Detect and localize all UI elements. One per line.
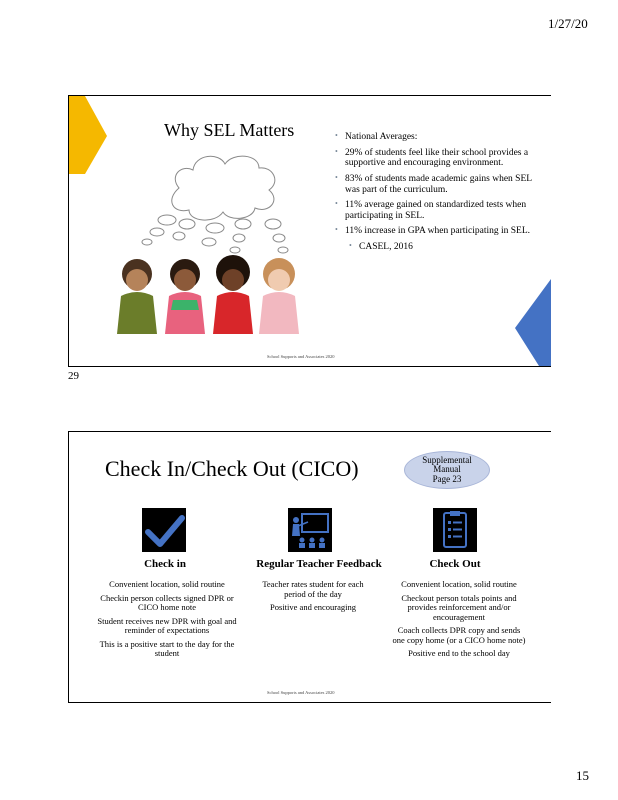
supplemental-manual-badge (404, 451, 490, 489)
list-item: Checkout person totals points and provides reinforcement and/or encouragement (401, 592, 517, 622)
teacher-feedback-heading: Regular Teacher Feedback (256, 558, 382, 570)
badge-line: Page 23 (432, 473, 462, 484)
list-item: This is a positive start to the day for the student (99, 638, 235, 659)
bullet-item: • 29% of students feel like their school provides a supportive and encouraging environment. (335, 146, 529, 169)
thought-cloud-icon (142, 156, 288, 253)
list-item: Positive end to the school day (408, 648, 510, 659)
slide-check-in-check-out (68, 431, 551, 703)
teacher-board-icon (288, 508, 332, 552)
bullet-item: • 11% average gained on standardized tests when participating in SEL. (335, 199, 527, 221)
check-out-heading: Check Out (429, 558, 481, 570)
slide-number: 29 (68, 370, 79, 382)
checkmark-icon (142, 508, 186, 552)
list-item: Coach collects DPR copy and sends one copy home (or a CICO home note) (392, 625, 526, 645)
list-item: Checkin person collects signed DPR or CICO home note (100, 592, 234, 613)
list-item: Convenient location, solid routine (401, 579, 517, 589)
thinking-kids-image (117, 255, 299, 334)
handout-date: 1/27/20 (548, 16, 588, 31)
bullet-item: • 83% of students made academic gains when SEL was part of the curriculum. (335, 172, 532, 195)
list-item: Positive and encouraging (270, 602, 356, 613)
bullet-item: • National Averages: (335, 131, 418, 142)
slide-title: Why SEL Matters (164, 120, 295, 140)
list-item: Student receives new DPR with goal and reminder of expectations (97, 615, 237, 636)
slide-title: Check In/Check Out (CICO) (105, 456, 359, 481)
page-number: 15 (576, 768, 589, 783)
check-out-details (391, 580, 527, 663)
list-item: Teacher rates student for each period of the day (262, 579, 364, 599)
teacher-feedback-details (253, 580, 373, 617)
sub-bullet-citation: • CASEL, 2016 (349, 241, 413, 252)
slide-footer: School Supports and Associates 2020 (267, 354, 335, 359)
slide-footer: School Supports and Associates 2020 (267, 690, 335, 695)
slide-why-sel-matters (68, 95, 551, 367)
bullet-list (335, 132, 535, 258)
badge-line: Manual (433, 464, 461, 475)
check-in-details (97, 580, 237, 663)
bullet-item: • 11% increase in GPA when participating in SEL. (335, 225, 531, 237)
badge-line: Supplemental (422, 454, 472, 465)
list-item: Convenient location, solid routine (109, 579, 225, 589)
check-in-heading: Check in (144, 558, 186, 570)
blue-accent-shape (515, 279, 551, 366)
checklist-icon (433, 508, 477, 552)
yellow-accent-shape (69, 96, 107, 174)
